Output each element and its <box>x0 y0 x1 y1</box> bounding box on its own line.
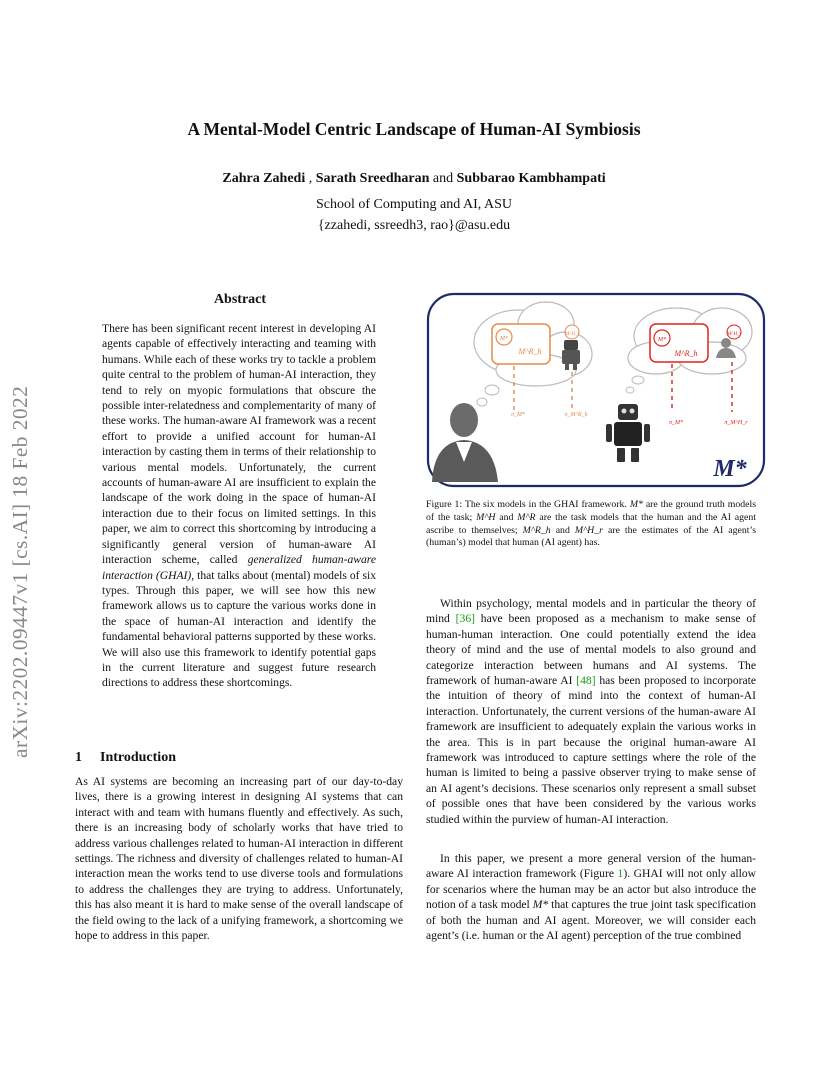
abstract-text <box>102 321 376 691</box>
caption-m4: M^R_h <box>522 524 551 536</box>
citation-48[interactable]: [48] <box>576 674 596 688</box>
author-sep-1: , <box>305 171 316 186</box>
section-number: 1 <box>75 750 82 765</box>
intro-paragraph: As AI systems are becoming an increasing part of our day-to-day lives, there is a growing interest in designing AI systems that can interact with and team with humans fluently and effectively. As such, there is an increasing body of scholarly works that have tried to address various challenges related to human-AI interaction in different settings. The richness and diversity of challenges related to human-AI interaction mean the works tend to use diverse tools and formulations to address the challenges they are trying to address. Unfortunately, this has also meant it is hard to make sense of the overall landscape of the field owing to the lack of a unifying framework, a shortcoming we hope to address in this paper. <box>75 775 403 943</box>
caption-m5: M^H_r <box>574 524 603 536</box>
author-2: Sarath Sreedharan <box>315 171 430 186</box>
right-p1-c: has been proposed to incorporate the intuition of theory of mind into the context of human-AI interaction. Unfortunately, the current versions of the human-aware AI framework are insufficient to adequately explain the various works in the area. This is in part because the original human-aware AI framework was introduced to capture settings where the role of the human is limited to being a passive observer trying to make sense of an AI agent’s decisions. These scenarios only represent a small subset of possible ones that have been considered by the various works studied within the purview of human-AI interaction. <box>426 674 756 826</box>
abstract-emph: generalized human-aware interaction (GHAI), <box>102 553 377 582</box>
email: {zzahedi, ssreedh3, rao}@asu.edu <box>317 218 511 233</box>
author-sep-2: and <box>429 171 457 186</box>
caption-t4: and <box>550 524 575 536</box>
caption-t1: are the ground truth models of the task; <box>426 499 757 523</box>
figure-ref-1[interactable]: 1 <box>617 867 624 881</box>
author-1: Zahra Zahedi <box>222 171 306 186</box>
fig-label-2: M^R_h <box>518 347 542 356</box>
policy-label-2: π_M^R_h <box>564 412 588 418</box>
fig-label-5: M^R_h <box>674 349 698 358</box>
section-heading <box>75 750 176 766</box>
right-p2-b: ). GHAI will not only allow for scenarios where the human may be an actor but also introduce the notion of a task model <box>426 867 756 912</box>
figure-caption <box>426 499 756 550</box>
author-3: Subbarao Kambhampati <box>456 171 606 186</box>
section-title: Introduction <box>100 750 176 765</box>
abstract-heading: Abstract <box>213 292 267 307</box>
policy-label-3: π_M* <box>668 420 684 426</box>
right-p2-m: M* <box>532 898 549 912</box>
caption-prefix: Figure 1: The six models in the GHAI framework. <box>426 499 630 510</box>
affiliation-block <box>0 194 828 236</box>
caption-m2: M^H <box>476 511 496 523</box>
figure-1 <box>426 292 766 488</box>
caption-t2: and <box>495 511 518 523</box>
caption-t5: are the estimates of the AI agent’s (human’s) model that human (AI agent) has. <box>426 524 757 549</box>
policy-label-1: π_M* <box>510 412 526 418</box>
abstract-text-b: that talks about (mental) models of six types. Through this paper, we will see how this new framework allows us to capture the various works done in the space of human-AI interaction and identify the fundamental behavioral patterns supported by these works. We will also use this framework to identify potential gaps in the current literature and suggest future research directions to address these shortcomings. <box>102 568 376 690</box>
figure-1-svg <box>426 292 766 488</box>
arxiv-watermark: arXiv:2202.09447v1 [cs.AI] 18 Feb 2022 <box>8 385 32 758</box>
right-p1-b: have been proposed as a mechanism to make sense of human-human interaction. One could potentially extend the idea theory of mind and the use of mental models to also ground and categorize interaction between humans and AI systems. The framework of human-aware AI <box>426 612 756 688</box>
citation-36[interactable]: [36] <box>455 612 475 626</box>
affiliation: School of Computing and AI, ASU <box>315 197 512 212</box>
caption-t3: are the task models that the human and the AI agent ascribe to themselves; <box>426 511 757 536</box>
abstract-text-a: There has been significant recent interest in developing AI agents capable of effectively interacting and teaming with humans. While each of these works try to tackle a problem quite central to the problem of human-AI interaction, they tend to rely on myopic formulations that obscure the possible inter-relatedness and complementarity of many of these works. The human-aware AI framework was a recent effort to provide a unified account for human-AI interaction by casting them in terms of their relationship to various mental models. Unfortunately, the current accounts of human-aware AI are insufficient to explain the landscape of the work doing in the space of human-AI interaction due to their focus on limited settings. In this paper, we aim to correct this shortcoming by introducing a significantly general version of human-aware AI interaction scheme, called <box>102 322 376 567</box>
caption-m1: M* <box>629 499 643 510</box>
fig-label-6: M^H_r <box>726 332 742 337</box>
policy-label-4: π_M^H_r <box>724 420 748 426</box>
fig-label-4: M* <box>658 337 666 343</box>
fig-label-1: M* <box>500 336 508 342</box>
right-p1-a: Within psychology, mental models and in particular the theory of mind <box>426 597 756 626</box>
right-paragraph-2 <box>426 851 756 943</box>
author-line <box>0 171 828 187</box>
figure-big-label: M* <box>713 456 747 482</box>
right-p2-a: In this paper, we present a more general version of the human-aware AI interaction framework (Figure <box>426 852 756 881</box>
paper-title: A Mental-Model Centric Landscape of Human-AI Symbiosis <box>187 119 641 139</box>
fig-label-3: M^H_r <box>564 332 580 337</box>
caption-m3: M^R <box>517 511 536 523</box>
right-paragraph-1 <box>426 596 756 827</box>
right-p2-c: that captures the true joint task specification of both the human and AI agent. Moreover, we will consider each agent’s (i.e. human or the AI agent) perception of the true combined <box>426 898 756 943</box>
